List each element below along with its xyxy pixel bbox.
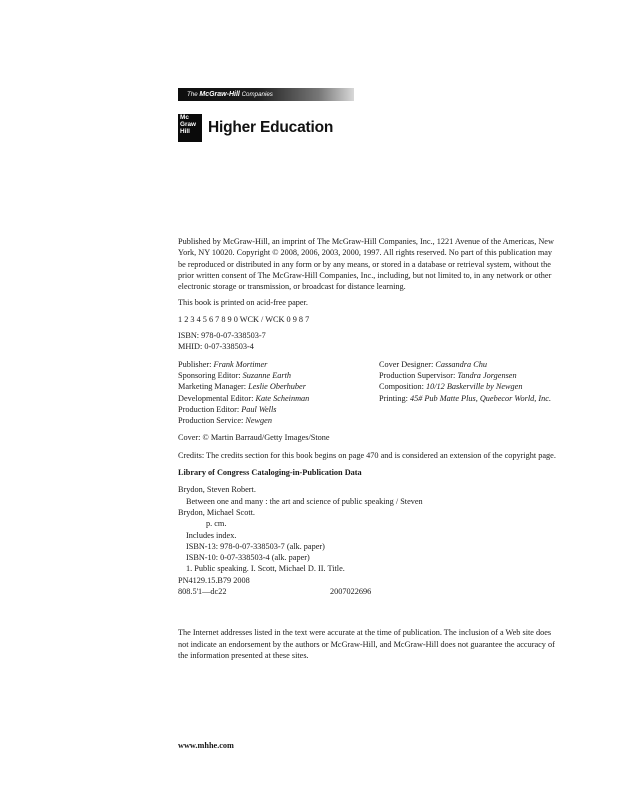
credit-row: Marketing Manager: Leslie Oberhuber xyxy=(178,382,306,392)
copyright-content xyxy=(178,236,560,661)
cip-subjects: 1. Public speaking. I. Scott, Michael D. II. Title. xyxy=(186,564,345,574)
cip-title-cont: Brydon, Michael Scott. xyxy=(178,507,255,517)
footer-url[interactable]: www.mhhe.com xyxy=(178,741,234,750)
credits-note: Credits: The credits section for this book begins on page 470 and is considered an extension of the copyright page. xyxy=(178,450,556,460)
production-credits xyxy=(178,359,560,427)
cover-credit: Cover: © Martin Barraud/Getty Images/Stone xyxy=(178,433,330,443)
cip-dewey: 808.5'1—dc22 xyxy=(178,587,227,597)
cip-pcm: p. cm. xyxy=(206,519,227,529)
credit-row: Cover Designer: Cassandra Chu xyxy=(379,359,487,369)
credit-row: Printing: 45# Pub Matte Plus, Quebecor World, Inc. xyxy=(379,393,552,403)
credit-row: Production Service: Newgen xyxy=(178,416,272,426)
credit-row: Composition: 10/12 Baskerville by Newgen xyxy=(379,382,523,392)
cip-isbn10: ISBN-10: 0-07-338503-4 (alk. paper) xyxy=(186,553,310,563)
credits-left-column xyxy=(178,359,379,427)
cip-index: Includes index. xyxy=(186,530,237,540)
cip-lccn: 2007022696 xyxy=(330,587,372,597)
banner-text: The McGraw-Hill Companies xyxy=(187,91,273,98)
cip-title: Between one and many : the art and science of public speaking / Steven xyxy=(186,496,423,506)
credits-right-column xyxy=(379,359,559,427)
loc-heading: Library of Congress Cataloging-in-Publication Data xyxy=(178,468,362,478)
cip-isbn13: ISBN-13: 978-0-07-338503-7 (alk. paper) xyxy=(186,541,325,551)
internet-disclaimer: The Internet addresses listed in the text were accurate at the time of publication. The inclusion of a Web site does not indicate an endorsement by the authors or McGraw-Hill, and McGraw-Hill does not guarantee the accuracy of the information presented at these sites. xyxy=(178,628,555,660)
cip-lc-class: PN4129.15.B79 2008 xyxy=(178,575,250,585)
isbn: ISBN: 978-0-07-338503-7 xyxy=(178,331,266,341)
cip-author: Brydon, Steven Robert. xyxy=(178,485,256,495)
publisher-notice: Published by McGraw-Hill, an imprint of The McGraw-Hill Companies, Inc., 1221 Avenue of the Americas, New York, NY 10020. Copyright © 2008, 2006, 2003, 2000, 1997. All rights reserved. No part of this publication may be reproduced or distributed in any form or by any means, or stored in a database or retrieval system, without the prior written consent of The McGraw-Hill Companies, Inc., including, but not limited to, in any network or other electronic storage or transmission, or broadcast for distance learning. xyxy=(178,237,554,292)
cip-dewey-row xyxy=(178,586,560,597)
acid-free-note: This book is printed on acid-free paper. xyxy=(178,298,308,308)
mcgraw-hill-companies-banner xyxy=(178,88,354,101)
mhid: MHID: 0-07-338503-4 xyxy=(178,342,254,352)
print-line: 1 2 3 4 5 6 7 8 9 0 WCK / WCK 0 9 8 7 xyxy=(178,314,310,324)
mcgraw-hill-logo: Mc Graw Hill xyxy=(178,114,202,142)
credit-row: Developmental Editor: Kate Scheinman xyxy=(178,393,310,403)
higher-education-logo-text: Higher Education xyxy=(208,119,334,136)
credit-row: Publisher: Frank Mortimer xyxy=(178,359,268,369)
credit-row: Sponsoring Editor: Suzanne Earth xyxy=(178,370,291,380)
credit-row: Production Supervisor: Tandra Jorgensen xyxy=(379,370,517,380)
credit-row: Production Editor: Paul Wells xyxy=(178,404,277,414)
cip-block xyxy=(178,484,560,597)
